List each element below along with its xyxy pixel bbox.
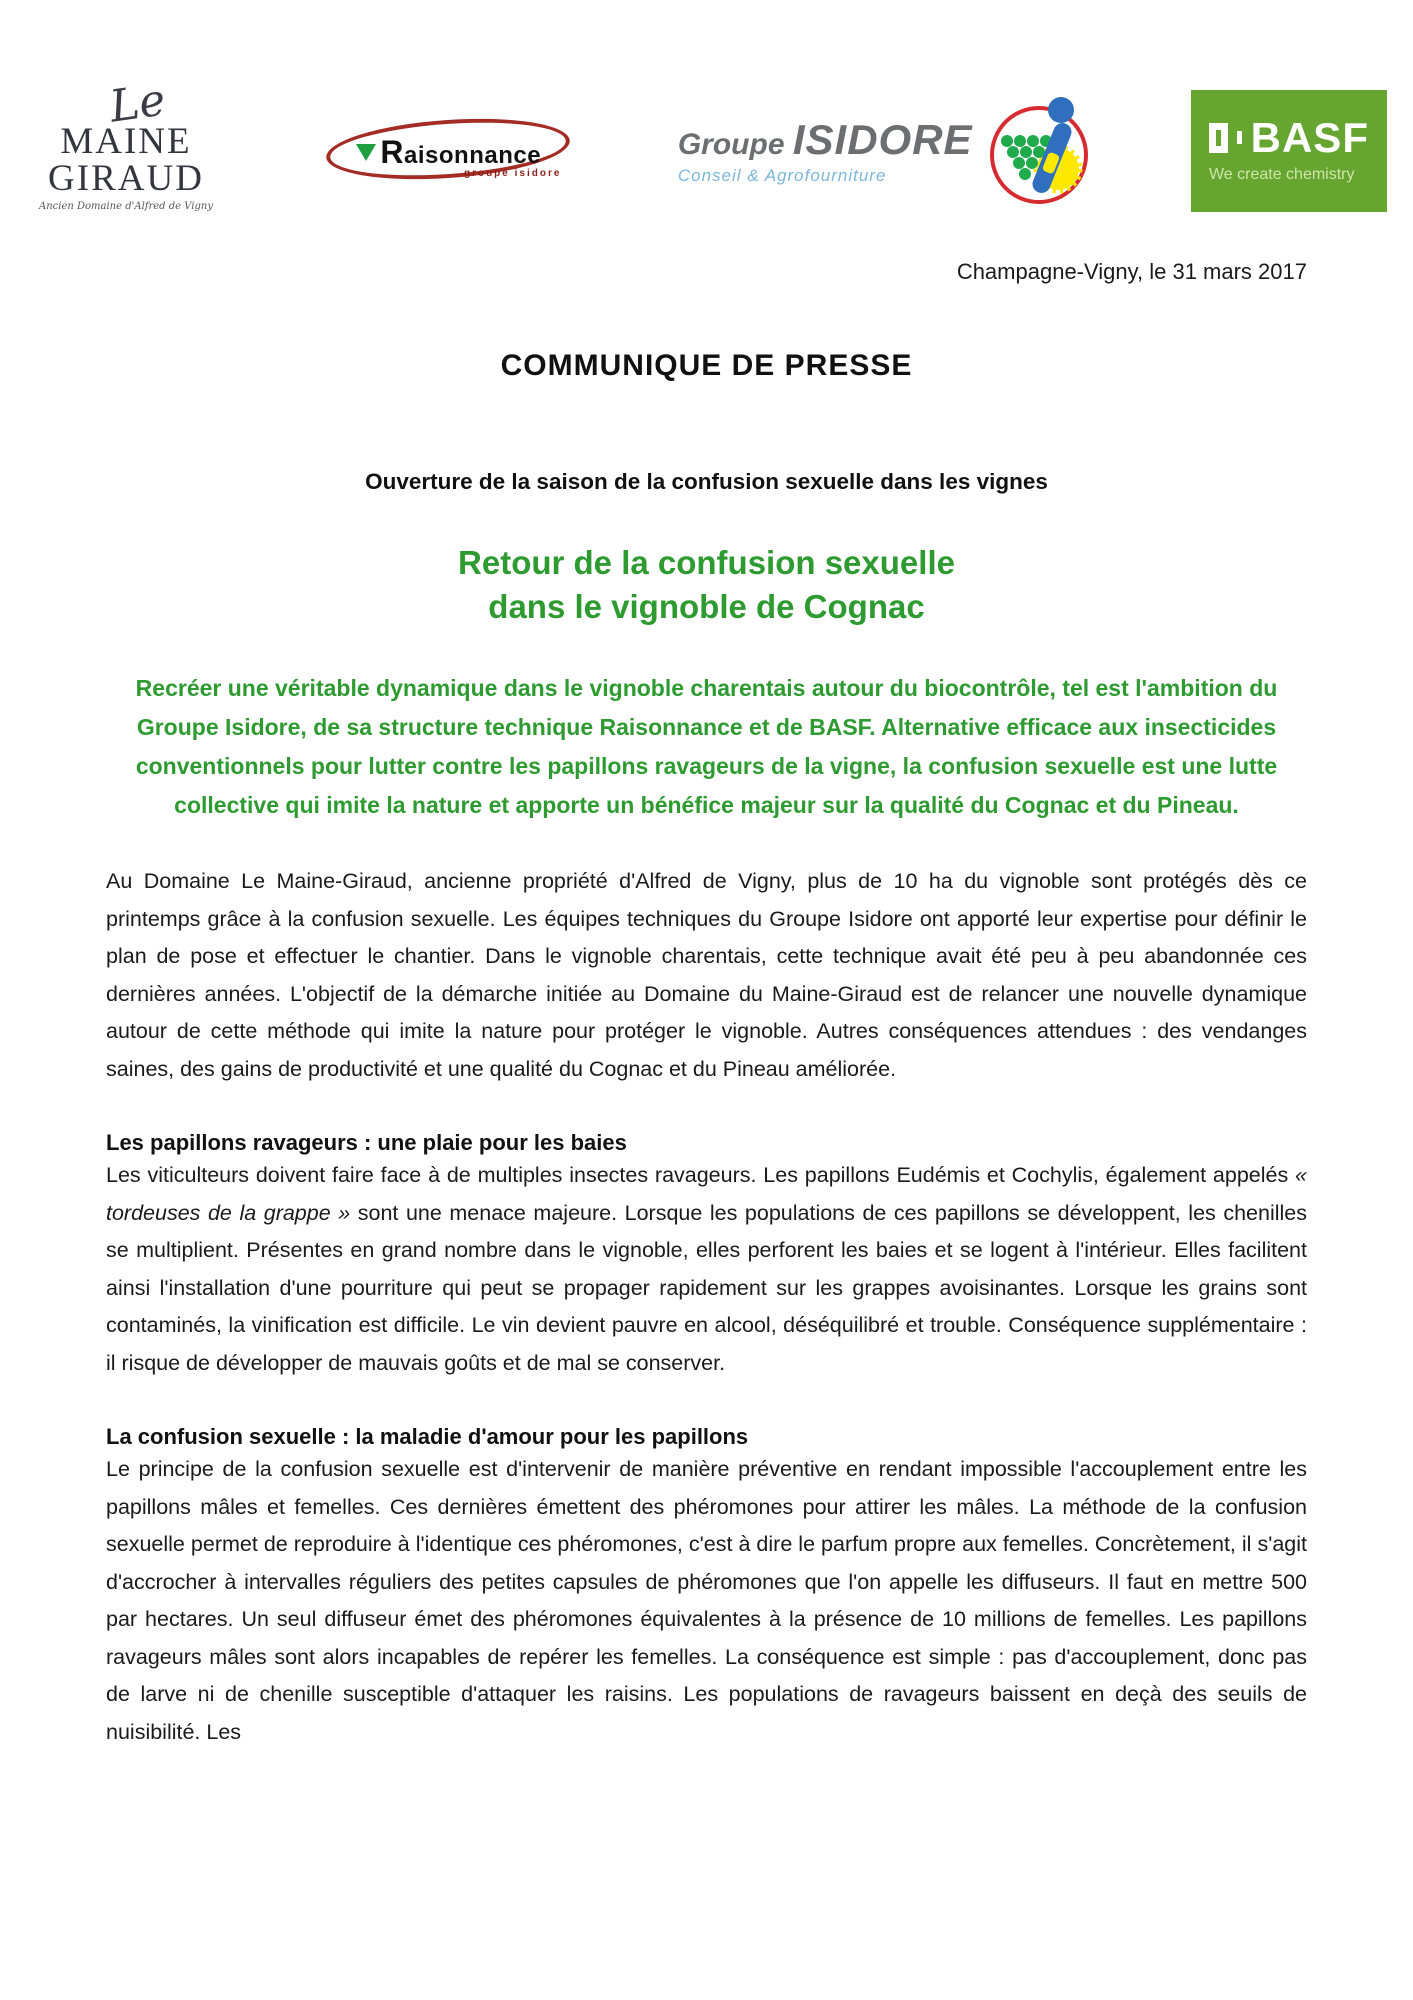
headline-line2: dans le vignoble de Cognac bbox=[488, 588, 925, 625]
maine-giraud-line1: MAINE bbox=[60, 121, 192, 162]
headline-line1: Retour de la confusion sexuelle bbox=[458, 544, 955, 581]
groupe-isidore-subtitle: Conseil & Agrofourniture bbox=[677, 165, 887, 185]
body-paragraph-3: Le principe de la confusion sexuelle est d'intervenir de manière préventive en rendant impossible l'accouplement entre les papillons mâles et femelles. Ces dernières émettent des phéromones pour attirer les mâles. La méthode de la confusion sexuelle permet de reproduire à l'identique ces phéromones, c'est à dire le parfum propre aux femelles. Concrètement, il s'agit d'accrocher à intervalles réguliers des petites capsules de phéromones que l'on appelle les diffuseurs. Il faut en mettre 500 par hectares. Un seul diffuseur émet des phéromones équivalentes à la présence de 10 millions de femelles. Les papillons ravageurs mâles sont alors incapables de repérer les femelles. La conséquence est simple : pas d'accouplement, donc pas de larve ni de chenille susceptible d'attaquer les raisins. Les populations de ravageurs baissent en deçà des seuils de nuisibilité. Les bbox=[106, 1457, 1307, 1744]
basf-tagline: We create chemistry bbox=[1208, 165, 1355, 183]
document-title: COMMUNIQUE DE PRESSE bbox=[500, 349, 913, 382]
raisonnance-logo bbox=[324, 106, 579, 196]
logo-band bbox=[26, 68, 1387, 233]
basf-name: BASF bbox=[1250, 113, 1369, 161]
paragraph2-text-after: sont une menace majeure. Lorsque les populations de ces papillons se développent, les chenilles se multiplient. Présentes en grand nombre dans le vignoble, elles perforent les baies et se logent à l'intérieur. Elles facilitent ainsi l'installation d'une pourriture qui peut se propager rapidement sur les grappes avoisinantes. Lorsque les grains sont contaminés, la vinification est difficile. Le vin devient pauvre en alcool, déséquilibré et trouble. Conséquence supplémentaire : il risque de développer de mauvais goûts et de mal se conserver. bbox=[106, 1200, 1307, 1375]
basf-hollow-square-icon bbox=[1209, 123, 1228, 153]
raisonnance-triangle-icon bbox=[356, 144, 376, 161]
raisonnance-name: Raisonnance bbox=[380, 133, 542, 170]
groupe-isidore-logo bbox=[678, 95, 1093, 207]
body-paragraph-2 bbox=[106, 1157, 1307, 1382]
basf-logo bbox=[1191, 90, 1387, 212]
groupe-isidore-name-small: Groupe bbox=[677, 127, 785, 161]
raisonnance-subtext: groupe isidore bbox=[463, 167, 562, 179]
groupe-isidore-name-big: ISIDORE bbox=[792, 115, 973, 163]
paragraph2-text-before: Les viticulteurs doivent faire face à de multiples insectes ravageurs. Les papillons Eudémis et Cochylis, également appelés bbox=[106, 1163, 1296, 1187]
maine-giraud-script: Le bbox=[107, 74, 169, 133]
headline bbox=[106, 541, 1307, 629]
maine-giraud-line2: GIRAUD bbox=[48, 158, 204, 199]
basf-solid-square-icon bbox=[1237, 131, 1241, 144]
section-heading-1: Les papillons ravageurs : une plaie pour les baies bbox=[106, 1130, 627, 1155]
body-paragraph-1: Au Domaine Le Maine-Giraud, ancienne propriété d'Alfred de Vigny, plus de 10 ha du vignoble sont protégés dès ce printemps grâce à la confusion sexuelle. Les équipes techniques du Groupe Isidore ont apporté leur expertise pour définir le plan de pose et effectuer le chantier. Dans le vignoble charentais, cette technique avait été peu à peu abandonnée ces dernières années. L'objectif de la démarche initiée au Domaine du Maine-Giraud est de relancer une nouvelle dynamique autour de cette méthode qui imite la nature pour protéger le vignoble. Autres conséquences attendues : des vendanges saines, des gains de productivité et une qualité du Cognac et du Pineau améliorée. bbox=[106, 869, 1307, 1081]
lead-paragraph: Recréer une véritable dynamique dans le vignoble charentais autour du biocontrôle, tel est l'ambition du Groupe Isidore, de sa structure technique Raisonnance et de BASF. Alternative efficace aux insecticides conventionnels pour lutter contre les papillons ravageurs de la vigne, la confusion sexuelle est une lutte collective qui imite la nature et apporte un bénéfice majeur sur la qualité du Cognac et du Pineau. bbox=[135, 675, 1278, 818]
section-heading-2: La confusion sexuelle : la maladie d'amour pour les papillons bbox=[106, 1424, 749, 1449]
maine-giraud-logo bbox=[26, 74, 226, 212]
document-subtitle: Ouverture de la saison de la confusion sexuelle dans les vignes bbox=[365, 469, 1048, 494]
date-line: Champagne-Vigny, le 31 mars 2017 bbox=[956, 259, 1307, 284]
groupe-isidore-name bbox=[678, 116, 973, 164]
paragraph2-italic-quote: « tordeuses de la grappe » bbox=[106, 1163, 1307, 1225]
document-content bbox=[0, 259, 1413, 1751]
maine-giraud-tagline: Ancien Domaine d'Alfred de Vigny bbox=[39, 201, 213, 212]
groupe-isidore-emblem-icon bbox=[985, 95, 1093, 207]
